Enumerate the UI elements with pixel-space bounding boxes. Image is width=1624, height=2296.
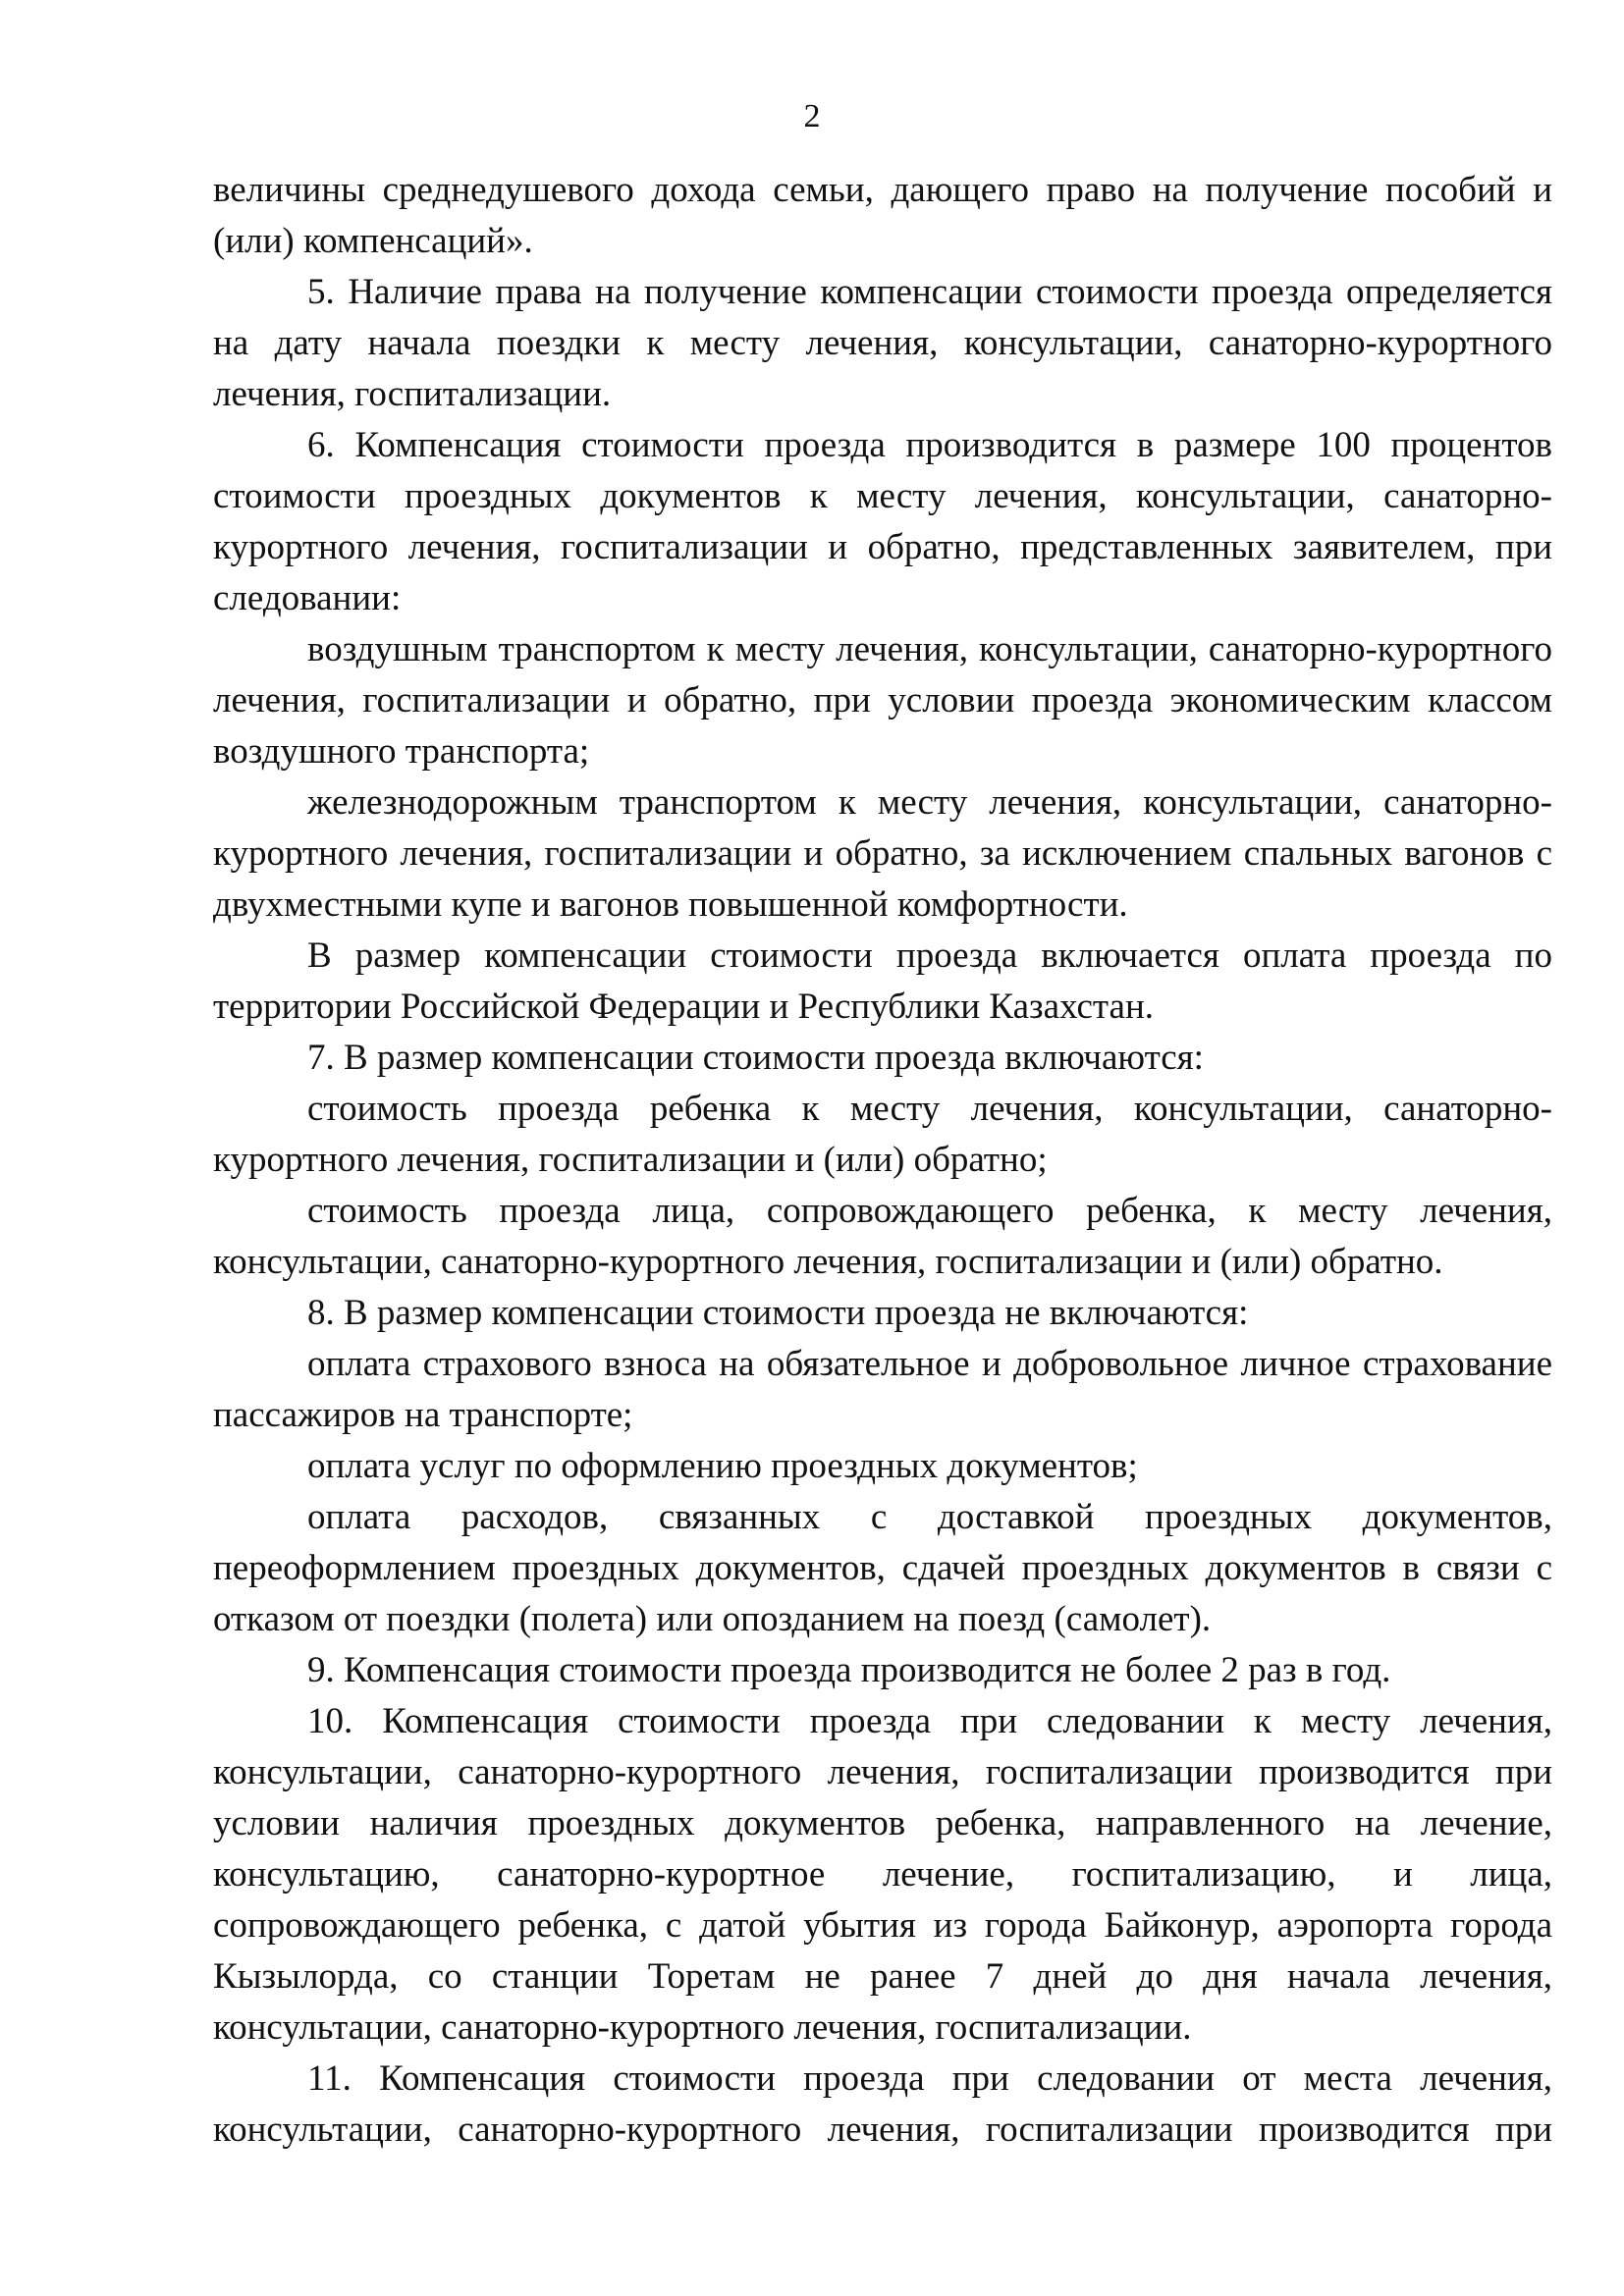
paragraph-item-6: 6. Компенсация стоимости проезда производится в размере 100 процентов стоимости проездных документов к месту лечения, консультации, санаторно-курортного лечения, госпитализации и обратно, представленных заявителем, при следовании: [213, 425, 1552, 618]
document-body [213, 165, 1552, 2156]
page-number: 2 [803, 98, 821, 134]
paragraph-ticket-services: оплата услуг по оформлению проездных документов; [307, 1446, 1138, 1486]
paragraph-continuation: величины среднедушевого дохода семьи, дающего право на получение пособий и (или) компенсаций». [213, 170, 1552, 261]
paragraph-insurance: оплата страхового взноса на обязательное и добровольное личное страхование пассажиров на транспорте; [213, 1344, 1552, 1435]
paragraph-item-5: 5. Наличие права на получение компенсации стоимости проезда определяется на дату начала поездки к месту лечения, консультации, санаторно-курортного лечения, госпитализации. [213, 272, 1552, 414]
paragraph-companion-fare: стоимость проезда лица, сопровождающего ребенка, к месту лечения, консультации, санаторно-курортного лечения, госпитализации и (или) обратно. [213, 1191, 1552, 1282]
paragraph-item-8: 8. В размер компенсации стоимости проезда не включаются: [307, 1293, 1249, 1333]
paragraph-territory: В размер компенсации стоимости проезда включается оплата проезда по территории Российской Федерации и Республики Казахстан. [213, 935, 1552, 1027]
paragraph-child-fare: стоимость проезда ребенка к месту лечения, консультации, санаторно-курортного лечения, госпитализации и (или) обратно; [213, 1089, 1552, 1180]
paragraph-item-9: 9. Компенсация стоимости проезда производится не более 2 раз в год. [307, 1650, 1391, 1690]
paragraph-item-7: 7. В размер компенсации стоимости проезда включаются: [307, 1038, 1204, 1078]
paragraph-item-11: 11. Компенсация стоимости проезда при следовании от места лечения, консультации, санаторно-курортного лечения, госпитализации производится при [213, 2058, 1552, 2150]
paragraph-ticket-expenses: оплата расходов, связанных с доставкой проездных документов, переоформлением проездных документов, сдачей проездных документов в связи с отказом от поездки (полета) или опозданием на поезд (самолет). [213, 1497, 1552, 1639]
paragraph-item-10: 10. Компенсация стоимости проезда при следовании к месту лечения, консультации, санаторно-курортного лечения, госпитализации производится при условии наличия проездных документов ребенка, направленного на лечение, консультацию, санаторно-курортное лечение, госпитализацию, и лица, сопровождающего ребенка, с датой убытия из города Байконур, аэропорта города Кызылорда, со станции Торетам не ранее 7 дней до дня начала лечения, консультации, санаторно-курортного лечения, госпитализации. [213, 1701, 1552, 2048]
paragraph-rail-transport: железнодорожным транспортом к месту лечения, консультации, санаторно-курортного лечения, госпитализации и обратно, за исключением спальных вагонов с двухместными купе и вагонов повышенной комфортности. [213, 782, 1552, 925]
paragraph-air-transport: воздушным транспортом к месту лечения, консультации, санаторно-курортного лечения, госпитализации и обратно, при условии проезда экономическим классом воздушного транспорта; [213, 629, 1552, 772]
